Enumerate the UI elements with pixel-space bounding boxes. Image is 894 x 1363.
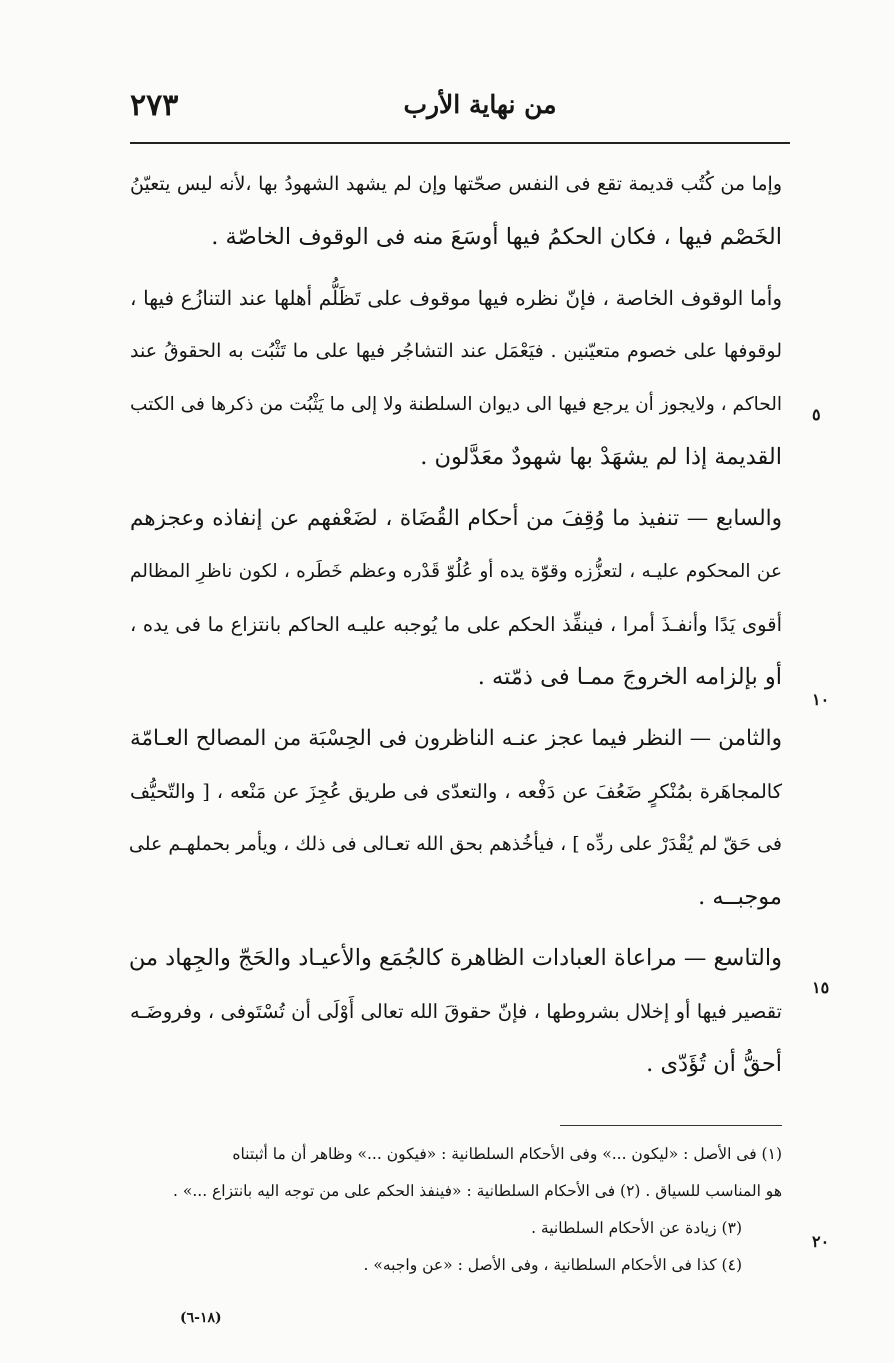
body-text <box>130 158 782 1091</box>
line-number: ٢٠ <box>812 1232 830 1251</box>
text-line: الحاكم ، ولايجوز أن يرجع فيها الى ديوان السلطنة ولا إلى ما يَثْبُت من ذكرها فى الكتب <box>130 394 782 415</box>
header-rule <box>130 142 790 144</box>
text-line: أو بإلزامه الخروجَ ممـا فى ذمّته . <box>477 664 782 690</box>
text-line: وأما الوقوف الخاصة ، فإنّ نظره فيها موقوف على تَظَلُّم أهلها عند التنازُع فيها ، <box>130 286 782 310</box>
text-line: والسابع — تنفيذ ما وُقِفَ من أحكام القُضَاة ، لضَعْفهم عن إنفاذه وعجزهم <box>130 506 782 531</box>
text-line: أقوى يَدًا وأنفـذَ أمرا ، فينفِّذ الحكم على ما يُوجبه عليـه الحاكم بانتزاع ما فى يده ، <box>130 613 782 636</box>
running-title: من نهاية الأرب <box>403 90 557 119</box>
text-line: القديمة إذا لم يشهَدْ بها شهودٌ معَدَّلون . <box>420 444 782 470</box>
text-line: فى حَقّ لم يُقْدَرْ على ردِّه ] ، فيأخُذهم بحق الله تعـالى فى ذلك ، ويأمر بحملهـم على <box>128 833 782 855</box>
line-number: ١٥ <box>812 978 830 997</box>
text-line: الخَصْم فيها ، فكان الحكمُ فيها أوسَعَ منه فى الوقوف الخاصّة . <box>211 224 782 250</box>
text-line: موجبــه . <box>698 884 782 910</box>
text-line: أحقُّ أن تُؤَدّى . <box>646 1051 782 1077</box>
line-number: ١٠ <box>812 690 830 709</box>
text-line: وإما من كُتُب قديمة تقع فى النفس صحّتها وإن لم يشهد الشهودُ بها ،لأنه ليس يتعيّنُ <box>130 173 782 195</box>
text-line: والثامن — النظر فيما عجز عنـه الناظرون فى الحِسْبَة من المصالح العـامّة <box>130 726 782 751</box>
line-number: ٥ <box>812 405 821 424</box>
footnote: (٣) زيادة عن الأحكام السلطانية . <box>531 1219 742 1237</box>
text-line: والتاسع — مراعاة العبادات الظاهرة كالجُمَع والأعيـاد والحَجّ والجِهاد من <box>128 945 782 971</box>
text-line: لوقوفها على خصوم متعيّنين . فيَعْمَل عند التشاجُر فيها على ما تَثْبُت به الحقوقُ عند <box>130 340 782 362</box>
page-header <box>130 82 790 136</box>
footnote-rule <box>560 1125 782 1126</box>
text-line: تقصير فيها أو إخلال بشروطها ، فإنّ حقوقَ الله تعالى أَوْلَى أن تُسْتَوفى ، وفروضَـه <box>130 1000 782 1023</box>
footnote: هو المناسب للسياق . (٢) فى الأحكام السلطانية : «فينفذ الحكم على من توجه اليه بانتزاع ...» . <box>173 1182 782 1200</box>
page-number: ٢٧٣ <box>130 88 179 123</box>
signature-mark: (١٨-٦) <box>180 1310 222 1326</box>
footnote: (١) فى الأصل : «ليكون ...» وفى الأحكام السلطانية : «فيكون ...» وظاهر أن ما أثبتناه <box>232 1145 782 1163</box>
footnote: (٤) كذا فى الأحكام السلطانية ، وفى الأصل : «عن واجبه» . <box>363 1256 742 1274</box>
text-line: كالمجاهَرة بمُنْكرٍ ضَعُفَ عن دَفْعه ، والتعدّى فى طريق عُجِزَ عن مَنْعه ، [ والتّحيُّف <box>130 780 782 803</box>
text-line: عن المحكوم عليـه ، لتعزُّزه وقوّة يده أو عُلُوّ قَدْره وعظم خَطَره ، لكون ناظرِ المظالم <box>130 561 782 582</box>
footnotes <box>130 1136 782 1284</box>
